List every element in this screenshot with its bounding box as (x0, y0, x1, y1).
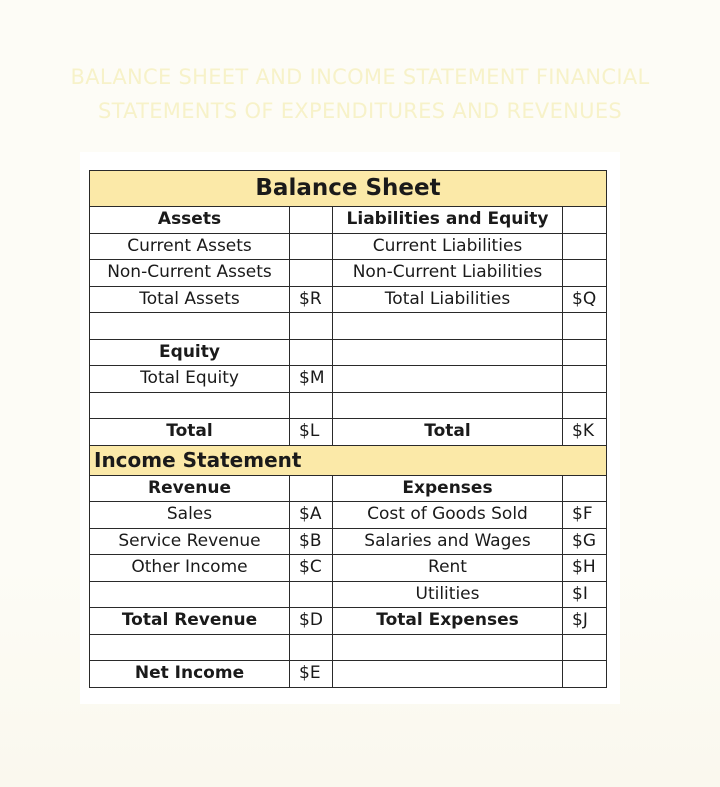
table-row (90, 581, 607, 608)
total-left-label: Total (90, 419, 290, 446)
table-row (90, 260, 607, 287)
service-revenue-value: $B (290, 528, 333, 555)
table-row (90, 419, 607, 446)
salaries-label: Salaries and Wages (333, 528, 563, 555)
expenses-heading: Expenses (333, 475, 563, 502)
table-row (90, 233, 607, 260)
empty-cell (333, 339, 563, 366)
empty-cell (290, 581, 333, 608)
total-equity-value: $M (290, 366, 333, 393)
table-row (90, 207, 607, 234)
sales-value: $A (290, 502, 333, 529)
empty-cell (333, 392, 563, 419)
empty-cell (563, 339, 607, 366)
total-revenue-label: Total Revenue (90, 608, 290, 635)
table-row (90, 528, 607, 555)
total-right-value: $K (563, 419, 607, 446)
empty-cell (290, 207, 333, 234)
non-current-assets-label: Non-Current Assets (90, 260, 290, 287)
empty-cell (333, 634, 563, 661)
total-revenue-value: $D (290, 608, 333, 635)
empty-cell (333, 661, 563, 688)
empty-cell (290, 475, 333, 502)
financial-statement-table (89, 170, 607, 688)
table-row (90, 366, 607, 393)
salaries-value: $G (563, 528, 607, 555)
empty-cell (563, 366, 607, 393)
empty-cell (90, 634, 290, 661)
table-row (90, 313, 607, 340)
empty-cell (563, 207, 607, 234)
table-row (90, 475, 607, 502)
page-title (40, 60, 680, 128)
empty-cell (90, 313, 290, 340)
table-row (90, 608, 607, 635)
utilities-label: Utilities (333, 581, 563, 608)
empty-cell (290, 260, 333, 287)
total-assets-label: Total Assets (90, 286, 290, 313)
cogs-value: $F (563, 502, 607, 529)
rent-value: $H (563, 555, 607, 582)
table-row (90, 392, 607, 419)
empty-cell (563, 260, 607, 287)
total-equity-label: Total Equity (90, 366, 290, 393)
total-right-label: Total (333, 419, 563, 446)
total-liabilities-value: $Q (563, 286, 607, 313)
income-statement-title: Income Statement (90, 445, 607, 475)
empty-cell (90, 392, 290, 419)
table-row (90, 555, 607, 582)
empty-cell (563, 475, 607, 502)
other-income-label: Other Income (90, 555, 290, 582)
assets-heading: Assets (90, 207, 290, 234)
total-expenses-value: $J (563, 608, 607, 635)
page-title-line-1: BALANCE SHEET AND INCOME STATEMENT FINANCIAL (70, 65, 650, 89)
table-row (90, 661, 607, 688)
empty-cell (563, 661, 607, 688)
empty-cell (290, 339, 333, 366)
sales-label: Sales (90, 502, 290, 529)
page-title-line-2: STATEMENTS OF EXPENDITURES AND REVENUES (97, 99, 623, 123)
balance-sheet-title: Balance Sheet (90, 171, 607, 207)
rent-label: Rent (333, 555, 563, 582)
cogs-label: Cost of Goods Sold (333, 502, 563, 529)
income-statement-title-row (90, 445, 607, 475)
liabilities-heading: Liabilities and Equity (333, 207, 563, 234)
net-income-value: $E (290, 661, 333, 688)
empty-cell (563, 313, 607, 340)
empty-cell (290, 233, 333, 260)
empty-cell (290, 392, 333, 419)
table-row (90, 339, 607, 366)
current-assets-label: Current Assets (90, 233, 290, 260)
empty-cell (563, 392, 607, 419)
empty-cell (333, 313, 563, 340)
equity-heading: Equity (90, 339, 290, 366)
other-income-value: $C (290, 555, 333, 582)
utilities-value: $I (563, 581, 607, 608)
table-row (90, 286, 607, 313)
empty-cell (90, 581, 290, 608)
total-liabilities-label: Total Liabilities (333, 286, 563, 313)
current-liabilities-label: Current Liabilities (333, 233, 563, 260)
revenue-heading: Revenue (90, 475, 290, 502)
total-expenses-label: Total Expenses (333, 608, 563, 635)
table-row (90, 634, 607, 661)
total-assets-value: $R (290, 286, 333, 313)
non-current-liabilities-label: Non-Current Liabilities (333, 260, 563, 287)
service-revenue-label: Service Revenue (90, 528, 290, 555)
net-income-label: Net Income (90, 661, 290, 688)
empty-cell (290, 634, 333, 661)
empty-cell (563, 634, 607, 661)
balance-sheet-title-row (90, 171, 607, 207)
table-row (90, 502, 607, 529)
total-left-value: $L (290, 419, 333, 446)
empty-cell (333, 366, 563, 393)
empty-cell (563, 233, 607, 260)
empty-cell (290, 313, 333, 340)
